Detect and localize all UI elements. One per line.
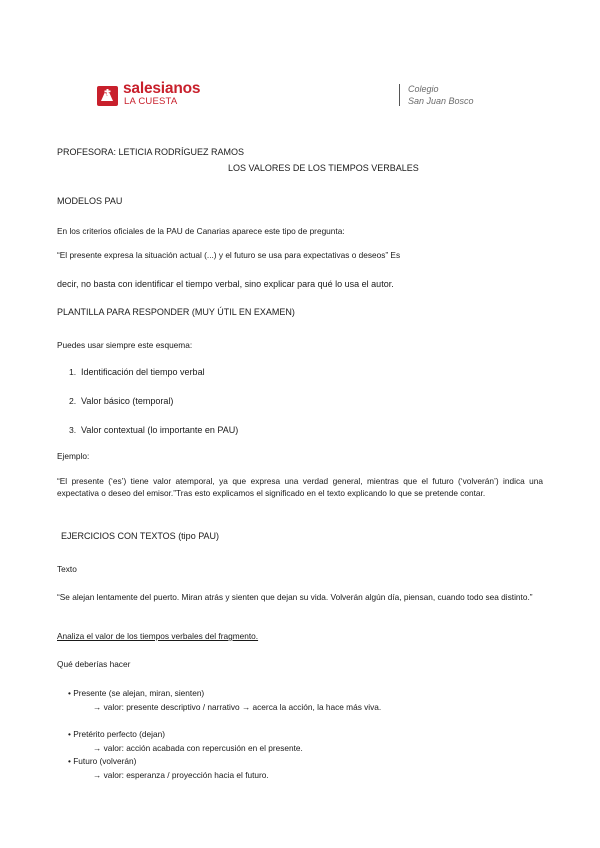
colegio-label: Colegio — [408, 84, 439, 94]
example-label: Ejemplo: — [57, 451, 90, 461]
bullet-detail: → valor: acción acabada con repercusión en el presente. — [93, 743, 303, 753]
bullet-title: Futuro (volverán) — [73, 756, 137, 766]
criteria-intro: En los criterios oficiales de la PAU de Canarias aparece este tipo de pregunta: — [57, 226, 345, 236]
texto-quote: “Se alejan lentamente del puerto. Miran atrás y sienten que dejan su vida. Volverán algún día, piensan, cuando todo sea distinto.” — [57, 592, 533, 602]
brand-subtitle: LA CUESTA — [124, 96, 178, 107]
what-to-do-label: Qué deberías hacer — [57, 659, 131, 669]
example-text: “El presente (‘es’) tiene valor atemporal, ya que expresa una verdad general, mientras que el futuro (‘volverán’) indica una expectativa o deseo del emisor.”Tras esto explicamos el significado en el texto explicando lo que se pretende contar. — [57, 476, 543, 498]
scheme-intro: Puedes usar siempre este esquema: — [57, 340, 193, 350]
step-number: 2. — [69, 396, 77, 406]
list-item: • Pretérito perfecto (dejan) — [68, 729, 165, 739]
analyze-instruction: Analiza el valor de los tiempos verbales del fragmento. — [57, 631, 259, 641]
exercises-heading: EJERCICIOS CON TEXTOS (tipo PAU) — [61, 531, 220, 541]
bullet-detail: → valor: presente descriptivo / narrativo → acerca la acción, la hace más viva. — [93, 702, 382, 712]
step-number: 3. — [69, 425, 77, 435]
section-models-heading: MODELOS PAU — [57, 196, 123, 206]
texto-label: Texto — [57, 564, 77, 574]
criteria-quote: “El presente expresa la situación actual (...) y el futuro se usa para expectativas o deseos” Es — [57, 250, 401, 260]
school-name: San Juan Bosco — [408, 96, 474, 106]
bullet-title: Presente (se alejan, miran, sienten) — [73, 688, 205, 698]
list-item — [69, 367, 205, 377]
bullet-title: Pretérito perfecto (dejan) — [73, 729, 165, 739]
step-text: Identificación del tiempo verbal — [81, 367, 205, 377]
template-heading: PLANTILLA PARA RESPONDER (MUY ÚTIL EN EXAMEN) — [57, 307, 295, 317]
list-item — [69, 425, 238, 435]
page-title: LOS VALORES DE LOS TIEMPOS VERBALES — [228, 163, 419, 173]
list-item: • Presente (se alejan, miran, sienten) — [68, 688, 205, 698]
list-item: • Futuro (volverán) — [68, 756, 137, 766]
decir-line: decir, no basta con identificar el tiempo verbal, sino explicar para qué lo usa el autor. — [57, 279, 394, 289]
teacher-line: PROFESORA: LETICIA RODRÍGUEZ RAMOS — [57, 147, 245, 157]
brand-name: salesianos — [123, 80, 201, 97]
step-text: Valor contextual (lo importante en PAU) — [81, 425, 239, 435]
step-number: 1. — [69, 367, 77, 377]
salesianos-logo-icon — [97, 86, 118, 106]
header-divider — [399, 84, 400, 106]
list-item — [69, 396, 173, 406]
step-text: Valor básico (temporal) — [81, 396, 174, 406]
bullet-detail: → valor: esperanza / proyección hacia el futuro. — [93, 770, 269, 780]
